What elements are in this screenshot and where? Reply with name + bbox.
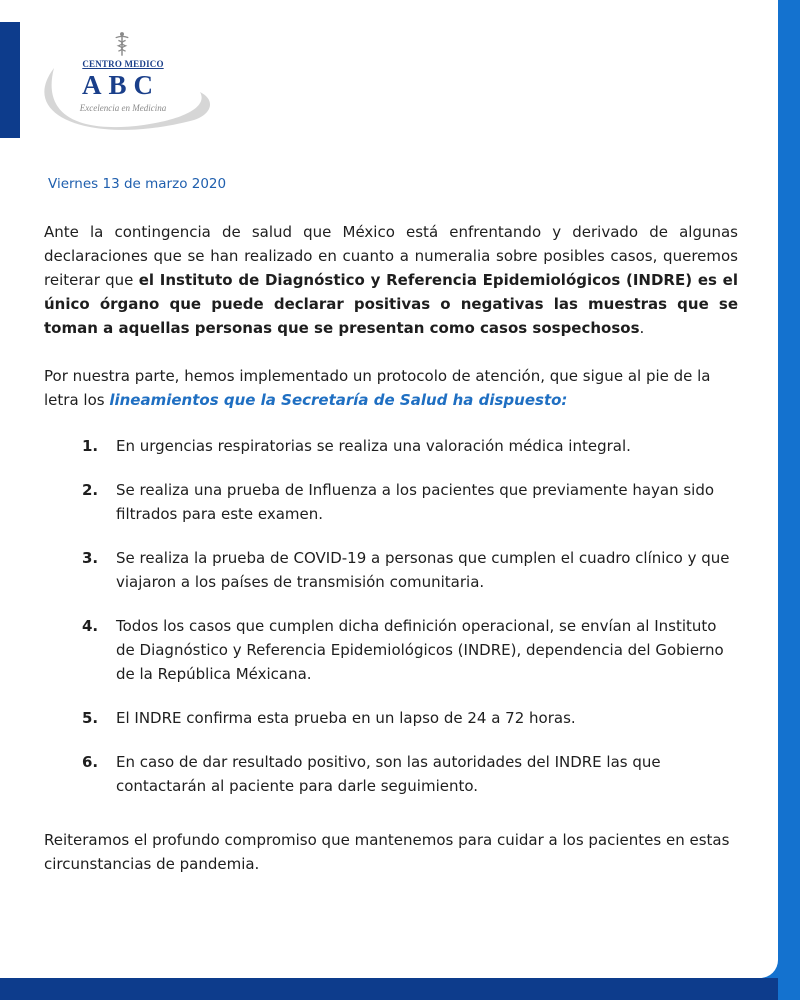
list-item [44, 750, 738, 798]
closing-paragraph: Reiteramos el profundo compromiso que mantenemos para cuidar a los pacientes en estas circunstancias de pandemia. [44, 831, 730, 873]
indre-statement: el Instituto de Diagnóstico y Referencia Epidemiológicos (INDRE) es el único órgano que puede declarar positivas o negativas las muestras que se toman a aquellas personas que se presentan como casos sospechosos [44, 271, 738, 337]
step-number: 3. [82, 549, 99, 567]
list-item [44, 546, 738, 594]
logo-tagline: Excelencia en Medicina [79, 103, 167, 113]
step-number: 6. [82, 753, 99, 771]
protocol-steps [44, 434, 738, 798]
step-text: Se realiza la prueba de COVID-19 a personas que cumplen el cuadro clínico y que viajaron a los países de transmisión comunitaria. [116, 549, 730, 591]
step-text: Se realiza una prueba de Influenza a los pacientes que previamente hayan sido filtrados para este examen. [116, 481, 715, 523]
logo-name: ABC [81, 70, 160, 100]
step-number: 1. [82, 437, 99, 455]
step-number: 4. [82, 617, 99, 635]
paragraph-intro: Ante la contingencia de salud que México está enfrentando y derivado de algunas declaraciones que se han realizado en cuanto a numeralia sobre posibles casos, queremos reiterar que el Instituto de Diagnóstico y Referencia Epidemiológicos (INDRE) es el único órgano que puede declarar positivas o negativas las muestras que se toman a aquellas personas que se presentan como casos sospechosos. [44, 223, 738, 337]
paragraph-protocol: Por nuestra parte, hemos implementado un protocolo de atención, que sigue al pie de la letra los lineamientos que la Secretaría de Salud ha dispuesto: [44, 367, 711, 409]
list-item [44, 478, 738, 526]
guidelines-highlight: lineamientos que la Secretaría de Salud ha dispuesto: [109, 391, 568, 409]
logo-title: CENTRO MEDICO [82, 59, 164, 69]
step-text: En caso de dar resultado positivo, son las autoridades del INDRE las que contactarán al paciente para darle seguimiento. [116, 753, 661, 795]
step-number: 2. [82, 481, 99, 499]
right-frame [760, 0, 800, 1000]
caduceus-icon [113, 31, 131, 57]
step-number: 5. [82, 709, 99, 727]
left-accent-bar [0, 22, 20, 138]
step-text: Todos los casos que cumplen dicha definición operacional, se envían al Instituto de Diagnóstico y Referencia Epidemiológicos (INDRE), dependencia del Gobierno de la República Méxicana. [116, 617, 724, 683]
bottom-accent-bar [0, 978, 778, 1000]
list-item [44, 434, 738, 458]
document-body [44, 220, 738, 876]
list-item [44, 706, 738, 730]
step-text: En urgencias respiratorias se realiza una valoración médica integral. [116, 437, 631, 455]
list-item [44, 614, 738, 686]
step-text: El INDRE confirma esta prueba en un lapso de 24 a 72 horas. [116, 709, 576, 727]
document-date: Viernes 13 de marzo 2020 [48, 176, 227, 192]
